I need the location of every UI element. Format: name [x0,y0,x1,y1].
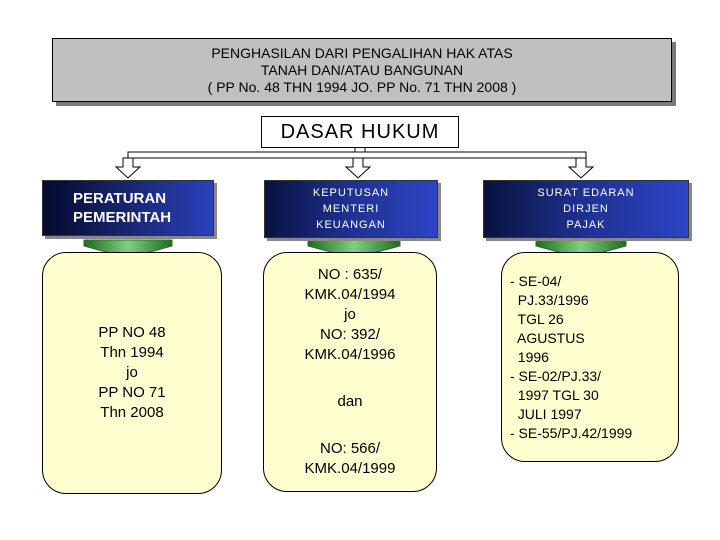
pp-line: Thn 2008 [100,404,164,421]
header-pp-line-1: PERATURAN [73,190,167,207]
kmk-line: NO: 566/ [319,440,381,457]
kmk-line: KMK.04/1996 [304,346,396,363]
pp-line: PP NO 71 [98,384,166,401]
content-peraturan-pemerintah [42,252,222,494]
down-arrow-pp [116,158,140,178]
se-line: PJ.33/1996 [510,291,589,308]
header-surat-edaran [483,180,689,238]
header-se-line-1: SURAT EDARAN [537,187,635,199]
kmk-line: KMK.04/1994 [304,286,396,303]
title-line-2: TANAH DAN/ATAU BANGUNAN [260,61,464,78]
pp-line: jo [126,364,138,381]
title-line-1: PENGHASILAN DARI PENGALIHAN HAK ATAS [211,44,513,61]
down-arrow-kmk [346,158,370,178]
content-surat-edaran [501,252,679,462]
header-kmk-line-1: KEPUTUSAN [312,187,390,199]
se-line: - SE-55/PJ.42/1999 [510,424,633,441]
se-line: 1997 TGL 30 [510,386,599,403]
se-line: 1996 [510,348,549,365]
kmk-dan: dan [337,393,363,410]
kmk-line: NO : 635/ [317,266,383,283]
kmk-line: jo [344,306,356,323]
dasar-hukum-label: DASAR HUKUM [280,120,440,143]
se-line: - SE-04/ [510,272,562,289]
dasar-hukum-box [261,116,459,148]
title-line-3: ( PP No. 48 THN 1994 JO. PP No. 71 THN 2008 ) [207,78,517,95]
se-line: JULI 1997 [510,405,582,422]
content-keputusan-menteri [263,252,437,492]
se-line: TGL 26 [510,310,564,327]
se-line: AGUSTUS [510,329,585,346]
down-arrow-se [569,158,593,178]
pp-line: Thn 1994 [100,344,164,361]
horizontal-bar [128,152,586,158]
title-box [52,38,672,102]
se-line: - SE-02/PJ.33/ [510,367,602,384]
header-peraturan-pemerintah [42,180,214,236]
header-se-line-2: DIRJEN [563,203,609,215]
pp-line: PP NO 48 [98,324,166,341]
header-pp-line-2: PEMERINTAH [73,209,172,226]
kmk-line: KMK.04/1999 [304,460,396,477]
kmk-line: NO: 392/ [319,326,381,343]
kmk-group-c [305,439,396,479]
kmk-group-a [305,265,396,365]
header-kmk-line-3: KEUANGAN [316,219,386,231]
header-se-line-3: PAJAK [566,219,606,231]
header-keputusan-menteri [264,180,438,238]
header-kmk-line-2: MENTERI [322,203,380,215]
